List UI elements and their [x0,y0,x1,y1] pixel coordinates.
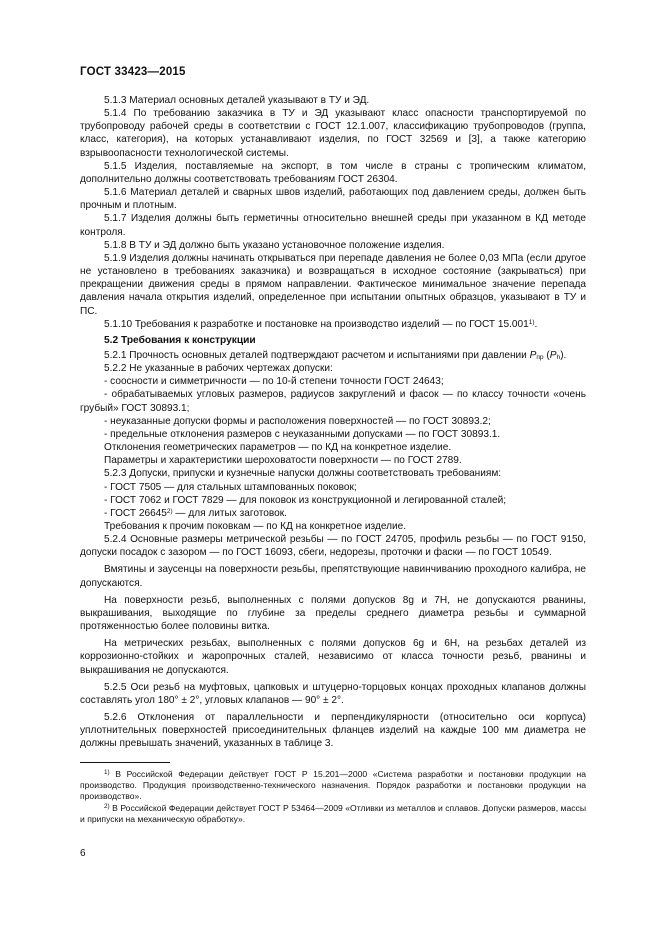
list-item [80,507,586,520]
paragraph: Отклонения геометрических параметров — по КД на конкретное изделие. [104,442,452,454]
paren-open: ( [543,349,550,361]
paragraph: 5.1.6 Материал деталей и сварных швов изделий, работающих под давлением среды, должен быть прочным и плотным. [80,187,586,212]
footnote-text: В Российской Федерации действует ГОСТ Р 15.201—2000 «Система разработки и постановки продукции на производство. Продукция производственно-технического назначения. Порядок разработки и постановки продукции на производство». [80,768,586,802]
paragraph: 5.2.6 Отклонения от параллельности и перпендикулярности (относительно оси корпуса) уплотнительных поверхностей присоединительных фланцев изделий на каждые 100 мм диаметра не должны превышать значений, указанных в таблице 3. [80,712,586,750]
list-item: - ГОСТ 7505 — для стальных штампованных поковок; [104,481,357,493]
paragraph: 5.2.4 Основные размеры метрической резьбы — по ГОСТ 24705, профиль резьбы — по ГОСТ 9150, допуски посадок с зазором — по ГОСТ 16093, сбеги, недорезы, проточки и фаски — по ГОСТ 10549. [80,534,586,559]
paragraph: 5.1.7 Изделия должны быть герметичны относительно внешней среды при указанном в КД методе контроля. [80,213,586,238]
pressure-symbol: P [529,349,537,361]
paragraph: На метрических резьбах, выполненных с полями допусков 6g и 6H, на резьбах деталей из коррозионно-стойких и жаропрочных сталей, независимо от класса точности резьб, рванины и выкрашивания не допускаются. [80,638,586,676]
paragraph: Требования к прочим поковкам — по КД на конкретное изделие. [104,521,407,532]
section-heading: 5.2 Требования к конструкции [104,334,256,346]
paragraph: 5.2.5 Оси резьб на муфтовых, цапковых и штуцерно-торцовых концах проходных клапанов должны составлять угол 180° ± 2°, угловых клапанов — 90° ± 2°. [80,681,586,706]
footnote [80,803,586,826]
paragraph: Вмятины и заусенцы на поверхности резьбы, препятствующие навинчиванию проходного калибра, не допускаются. [80,564,586,589]
footnote-mark: 2) [104,802,110,810]
paragraph: 5.1.5 Изделия, поставляемые на экспорт, в том числе в страны с тропическим климатом, дополнительно должны соответствовать требованиям ГОСТ 26304. [80,160,586,185]
page-number: 6 [80,848,86,859]
list-item-text: - ГОСТ 26645 [104,507,167,519]
list-item: - ГОСТ 7062 и ГОСТ 7829 — для поковок из конструкционной и легированной сталей; [104,494,507,506]
page-body [80,94,586,826]
pressure-alt-subscript: h [556,353,561,361]
footnote-ref: 1) [528,318,535,326]
footnote-divider [80,762,170,763]
paragraph: 5.1.10 Требования к разработке и постановке на производство изделий — по ГОСТ 15.001$^{1)}$. [104,318,538,330]
document-header: ГОСТ 33423—2015 [80,66,186,78]
list-item: - предельные отклонения размеров с неуказанными допусками — по ГОСТ 30893.1. [104,428,501,440]
list-item: - соосности и симметричности — по 10-й степени точности ГОСТ 24643; [104,376,444,388]
paragraph: 5.1.3 Материал основных деталей указывают в ТУ и ЭД. [104,95,370,106]
paragraph: 5.1.9 Изделия должны начинать открываться при перепаде давления не более 0,03 МПа (если другое не установлено в требованиях заказчика) и возвращаться в исходное состояние (закрываться) при прекращении движения среды в прямом направлении. Фактическое минимальное значение перепада давления начала открытия изделий, определенное при испытании опытных образцов, указывают в ТУ и ПС. [80,252,586,317]
list-item: - неуказанные допуски формы и расположения поверхностей — по ГОСТ 30893.2; [104,415,491,427]
footnote-ref: 2) [166,507,173,515]
paragraph: На поверхности резьб, выполненных с полями допусков 8g и 7H, не допускаются рванины, выкрашивания, выходящие по глубине за пределы среднего диаметра резьбы и суммарной протяженностью более половины витка. [80,594,586,633]
paragraph-text: 5.1.10 Требования к разработке и постановке на производство изделий — по ГОСТ 15.001 [104,318,529,330]
paragraph: 5.1.8 В ТУ и ЭД должно быть указано установочное положение изделия. [104,239,445,251]
pressure-subscript: пр [536,353,544,361]
footnote-mark: 1) [104,768,110,776]
list-item: - обрабатываемых угловых размеров, радиусов закруглений и фасок — по классу точности «очень грубый» ГОСТ 30893.1; [80,389,586,414]
paragraph: 5.1.4 По требованию заказчика в ТУ и ЭД указывают класс опасности транспортируемой по трубопроводу рабочей среды в соответствии с ГОСТ 12.1.007, классификацию трубопроводов (группа, класс, категория), на которых устанавливают изделия, по ГОСТ 32569 и [3], а также категорию взрывоопасности технологической системы. [80,108,586,159]
paren-close: ). [560,349,567,361]
list-item-text: — для литых заготовок. [175,507,287,519]
footnote-text: В Российской Федерации действует ГОСТ Р 53464—2009 «Отливки из металлов и сплавов. Допуски размеров, массы и припуски на механическую обработку». [80,802,587,825]
paragraph [80,349,586,362]
paragraph: 5.2.3 Допуски, припуски и кузнечные напуски должны соответствовать требованиям: [104,468,502,480]
paragraph: 5.2.2 Не указанные в рабочих чертежах допуски: [104,363,333,375]
paragraph-text: 5.2.1 Прочность основных деталей подтверждают расчетом и испытаниями при давлении [104,349,527,361]
footnote [80,769,586,803]
pressure-alt-symbol: P [549,349,557,361]
paragraph: Параметры и характеристики шероховатости поверхности — по ГОСТ 2789. [104,455,462,467]
